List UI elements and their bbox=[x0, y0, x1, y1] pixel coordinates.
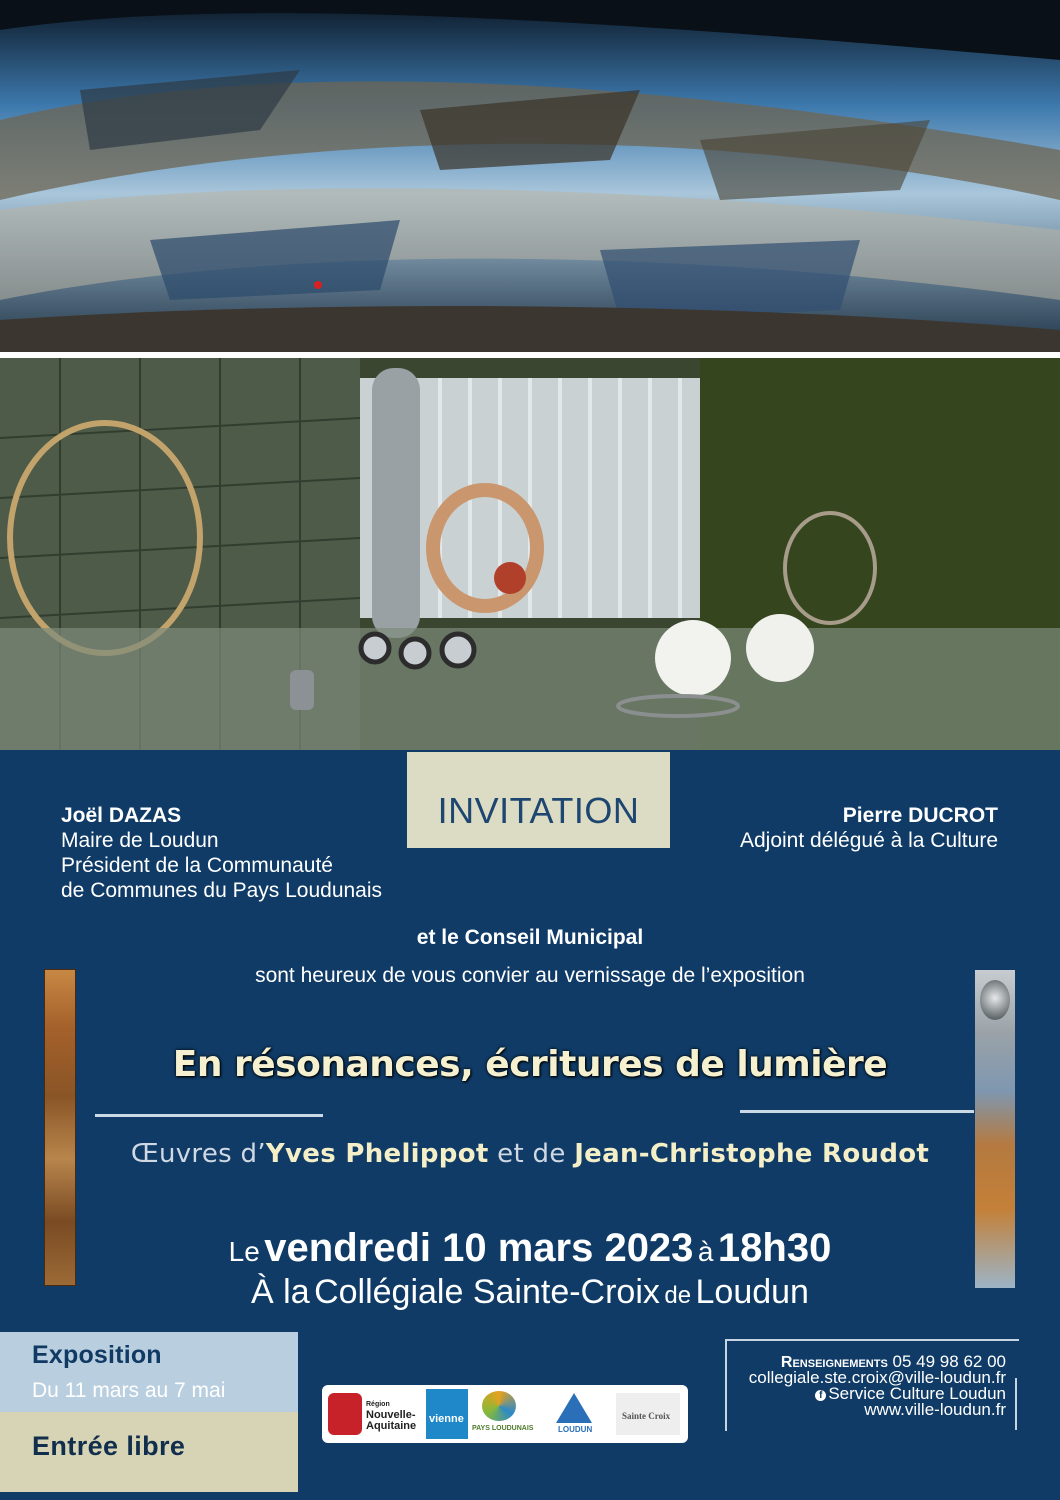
artists-prefix: Œuvres d’ bbox=[130, 1139, 266, 1169]
ville-loudun-label: LOUDUN bbox=[558, 1425, 593, 1434]
artist-1: Yves Phelippot bbox=[265, 1139, 489, 1169]
event-city: Loudun bbox=[695, 1273, 809, 1311]
date-a: à bbox=[697, 1236, 714, 1267]
top-photo-graphic bbox=[0, 0, 1060, 352]
info-website[interactable]: www.ville-loudun.fr bbox=[864, 1400, 1006, 1419]
info-phone: 05 49 98 62 00 bbox=[892, 1352, 1006, 1371]
ville-loudun-logo bbox=[556, 1393, 592, 1423]
exposition-dates: Du 11 mars au 7 mai bbox=[32, 1379, 226, 1402]
venue-de: de bbox=[664, 1282, 692, 1309]
pays-loudunais-logo bbox=[482, 1391, 516, 1421]
host-right-role: Adjoint délégué à la Culture bbox=[739, 829, 998, 852]
collegiale-label: Sainte Croix bbox=[622, 1411, 671, 1421]
entree-libre: Entrée libre bbox=[32, 1431, 186, 1461]
installation-photo-graphic bbox=[0, 358, 1060, 750]
exposition-title: Exposition bbox=[32, 1341, 162, 1369]
exhibition-title: En résonances, écritures de lumière bbox=[172, 1044, 888, 1085]
pays-loudunais-label: PAYS LOUDUNAIS bbox=[472, 1425, 534, 1432]
info-email[interactable]: collegiale.ste.croix@ville-loudun.fr bbox=[748, 1368, 1006, 1387]
vienne-label: vienne bbox=[429, 1413, 464, 1425]
event-venue: Collégiale Sainte-Croix bbox=[314, 1273, 660, 1311]
event-date: vendredi 10 mars 2023 bbox=[264, 1226, 694, 1270]
installation-photo bbox=[0, 358, 1060, 750]
info-facebook: Service Culture Loudun bbox=[828, 1384, 1006, 1403]
renseignements-label: Renseignements bbox=[780, 1354, 888, 1371]
divider-right bbox=[740, 1110, 974, 1113]
event-time: 18h30 bbox=[717, 1226, 832, 1270]
facebook-icon: f bbox=[815, 1390, 826, 1401]
artist-2: Jean-Christophe Roudot bbox=[574, 1139, 930, 1169]
event-venue-line bbox=[0, 1273, 1060, 1312]
invitation-sentence: sont heureux de vous convier au vernissage de l’exposition bbox=[255, 964, 805, 987]
artwork-right-face bbox=[980, 980, 1010, 1020]
date-le: Le bbox=[228, 1236, 260, 1267]
host-left bbox=[61, 803, 382, 903]
info-frame-right bbox=[1015, 1378, 1017, 1430]
host-left-role-1: Maire de Loudun bbox=[61, 829, 219, 852]
host-right bbox=[740, 803, 998, 853]
event-date-line bbox=[0, 1226, 1060, 1271]
invitation-label: INVITATION bbox=[437, 790, 640, 831]
region-label: Région bbox=[366, 1401, 390, 1408]
partner-logos bbox=[322, 1385, 688, 1443]
venue-a-la: À la bbox=[251, 1273, 310, 1311]
divider-left bbox=[95, 1114, 323, 1117]
nouvelle-aquitaine-text bbox=[366, 1399, 420, 1432]
host-left-role-3: de Communes du Pays Loudunais bbox=[61, 879, 383, 902]
top-photo bbox=[0, 0, 1060, 352]
nouvelle-aquitaine-label: Nouvelle-Aquitaine bbox=[366, 1409, 417, 1432]
conseil-line: et le Conseil Municipal bbox=[416, 926, 644, 949]
host-left-role-2: Président de la Communauté bbox=[61, 854, 333, 877]
host-left-name: Joël DAZAS bbox=[61, 804, 182, 827]
artists-joiner: et de bbox=[488, 1139, 575, 1169]
nouvelle-aquitaine-logo bbox=[328, 1393, 362, 1435]
host-right-name: Pierre DUCROT bbox=[842, 804, 998, 827]
artists-line bbox=[0, 1139, 1060, 1169]
